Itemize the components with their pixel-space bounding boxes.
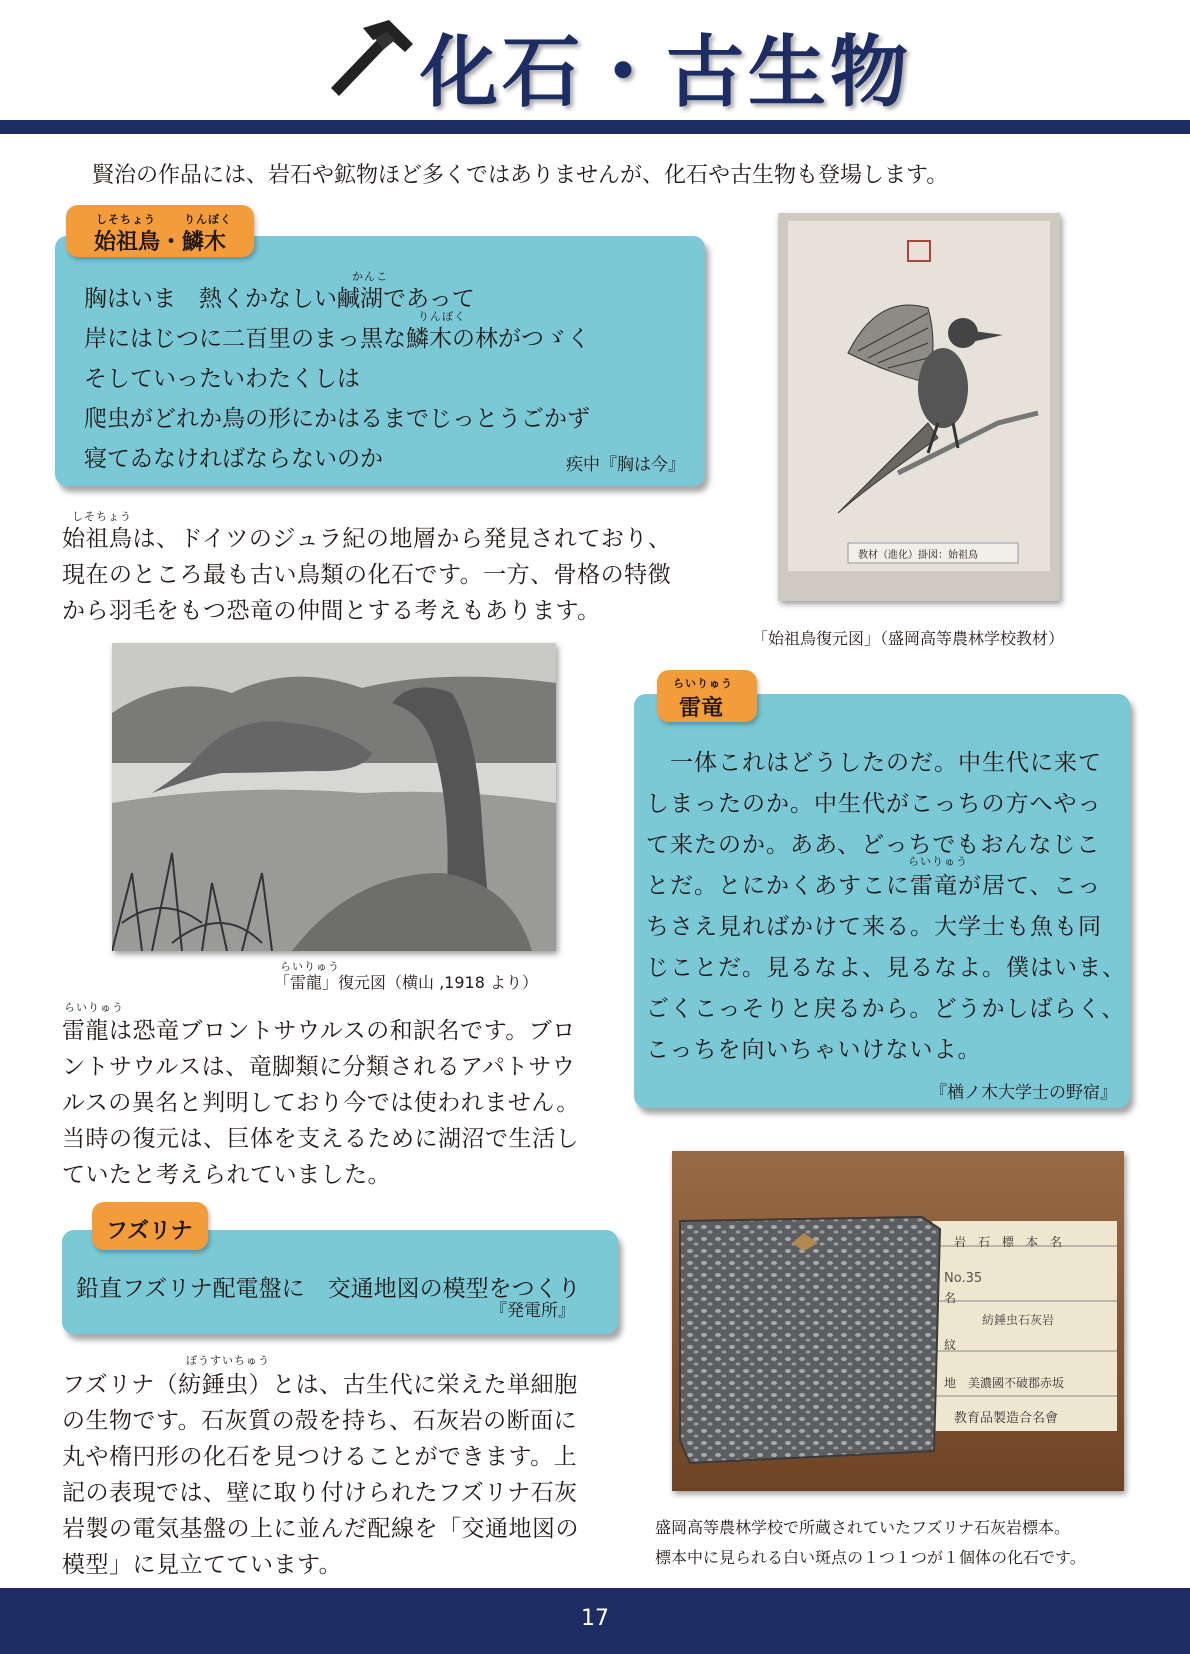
body-text-line: 当時の復元は、巨体を支えるために湖沼で生活し — [62, 1126, 579, 1152]
fusulina-specimen-image — [672, 1151, 1124, 1491]
tag-thunder-dragon — [657, 670, 757, 722]
specimen-label-number: No.35 — [944, 1271, 983, 1286]
specimen-label-row: 教育品製造合名會 — [954, 1411, 1059, 1426]
specimen-label-row: 名 — [944, 1291, 957, 1305]
archaeopteryx-image — [778, 213, 1060, 601]
quote-source: 『発電所』 — [490, 1301, 575, 1321]
page-footer — [0, 1588, 1190, 1654]
body-text-line: 模型」に見立てています。 — [62, 1552, 343, 1578]
body-text-line: 始祖鳥は、ドイツのジュラ紀の地層から発見されており、 — [62, 526, 672, 552]
body-ruby-rairyu: らいりゅう — [64, 1001, 124, 1014]
header-divider — [0, 120, 1190, 134]
quote-ruby-rairyu: らいりゅう — [908, 855, 968, 868]
specimen-label-row: 地 美濃國不破郡赤坂 — [944, 1376, 1065, 1390]
quote-source: 『楢ノ木大学士の野宿』 — [930, 1083, 1117, 1103]
body-ruby-bousuichu: ぼうすいちゅう — [186, 1354, 270, 1367]
ruby-rinboku: りんぼく — [418, 310, 466, 323]
poem-line: 岸にはじつに二百里のまっ黒な鱗木の林がつゞく — [84, 326, 590, 352]
quote-line: ちさえ見ればかけて来る。大学士も魚も同 — [646, 914, 1102, 940]
specimen-label-title: 岩 石 標 本 名 — [954, 1235, 1063, 1249]
tag-ruby-shisocho: しそちょう — [96, 213, 156, 226]
poem-line: 爬虫がどれか鳥の形にかはるまでじっとうごかず — [84, 406, 590, 432]
tag-label: 雷竜 — [679, 696, 724, 721]
image-caption: 盛岡高等農林学校で所蔵されていたフズリナ石灰岩標本。 — [655, 1518, 1071, 1537]
body-text-line: 丸や楕円形の化石を見つけることができます。上 — [62, 1444, 578, 1470]
quote-line: しまったのか。中生代がこっちの方へやっ — [646, 791, 1102, 817]
image-caption: 標本中に見られる白い斑点の１つ１つが１個体の化石です。 — [655, 1548, 1086, 1567]
tag-label: 始祖鳥・鱗木 — [94, 230, 227, 255]
body-text-line: 現在のところ最も古い鳥類の化石です。一方、骨格の特徴 — [62, 562, 672, 588]
poem-line: そしていったいわたくしは — [84, 366, 360, 392]
body-text-line: 岩製の電気基盤の上に並んだ配線を「交通地図の — [62, 1516, 579, 1542]
ruby-kanko: かんこ — [352, 270, 388, 283]
poem-line: 寝てゐなければならないのか — [84, 446, 383, 472]
specimen-label-row: 紡錘虫石灰岩 — [982, 1313, 1055, 1327]
tag-ruby-rairyu: らいりゅう — [673, 677, 733, 690]
intro-text: 賢治の作品には、岩石や鉱物ほど多くではありませんが、化石や古生物も登場します。 — [92, 163, 949, 188]
quote-line: 一体これはどうしたのだ。中生代に来て — [646, 750, 1102, 776]
body-text-line: から羽毛をもつ恐竜の仲間とする考えもあります。 — [62, 598, 601, 624]
page-number: 17 — [581, 1606, 609, 1631]
specimen-label-row: 紋 — [944, 1338, 957, 1352]
brontosaurus-image — [112, 643, 556, 951]
body-text-line: ルスの異名と判明しており今では使われません。 — [62, 1090, 580, 1116]
tag-fusulina — [92, 1202, 208, 1250]
page-title: 化石・古生物 — [420, 27, 913, 118]
quote-line: こっちを向いちゃいけないよ。 — [646, 1037, 982, 1063]
quote-line: 鉛直フズリナ配電盤に 交通地図の模型をつくり — [76, 1276, 581, 1302]
body-text-line: 記の表現では、壁に取り付けられたフズリナ石灰 — [62, 1480, 578, 1506]
body-text-line: ントサウルスは、竜脚類に分類されるアパトサウ — [62, 1054, 576, 1080]
quote-line: ごくこっそりと戻るから。どうかしばらく、 — [646, 996, 1126, 1022]
quote-line: とだ。とにかくあすこに雷竜が居て、こっ — [646, 873, 1102, 899]
body-text-line: フズリナ（紡錘虫）とは、古生代に栄えた単細胞 — [62, 1372, 578, 1398]
tag-label: フズリナ — [106, 1219, 193, 1244]
body-text-line: の生物です。石灰質の殻を持ち、石灰岩の断面に — [62, 1408, 578, 1434]
image-caption: 「始祖鳥復元図」（盛岡高等農林学校教材） — [752, 629, 1065, 648]
page-header — [0, 0, 1190, 120]
quote-source: 疾中『胸は今』 — [566, 455, 685, 475]
hammer-icon — [325, 18, 415, 100]
tag-archaeopteryx — [66, 205, 254, 257]
image-label: 教材（進化）掛図：始祖鳥 — [858, 550, 978, 561]
image-caption: 「雷龍」復元図（横山 ,1918 より） — [274, 973, 538, 992]
tag-ruby-rinboku: りんぼく — [184, 213, 232, 226]
quote-line: て来たのか。ああ、どっちでもおんなじこ — [646, 832, 1101, 858]
body-text-line: ていたと考えられていました。 — [62, 1162, 391, 1188]
quote-line: じことだ。見るなよ、見るなよ。僕はいま、 — [646, 955, 1126, 981]
body-ruby-shisocho: しそちょう — [72, 510, 132, 523]
body-text-line: 雷龍は恐竜ブロントサウルスの和訳名です。ブロ — [62, 1018, 576, 1044]
poem-line: 胸はいま 熱くかなしい鹹湖であって — [84, 286, 475, 312]
caption-ruby-rairyu: らいりゅう — [280, 960, 340, 973]
